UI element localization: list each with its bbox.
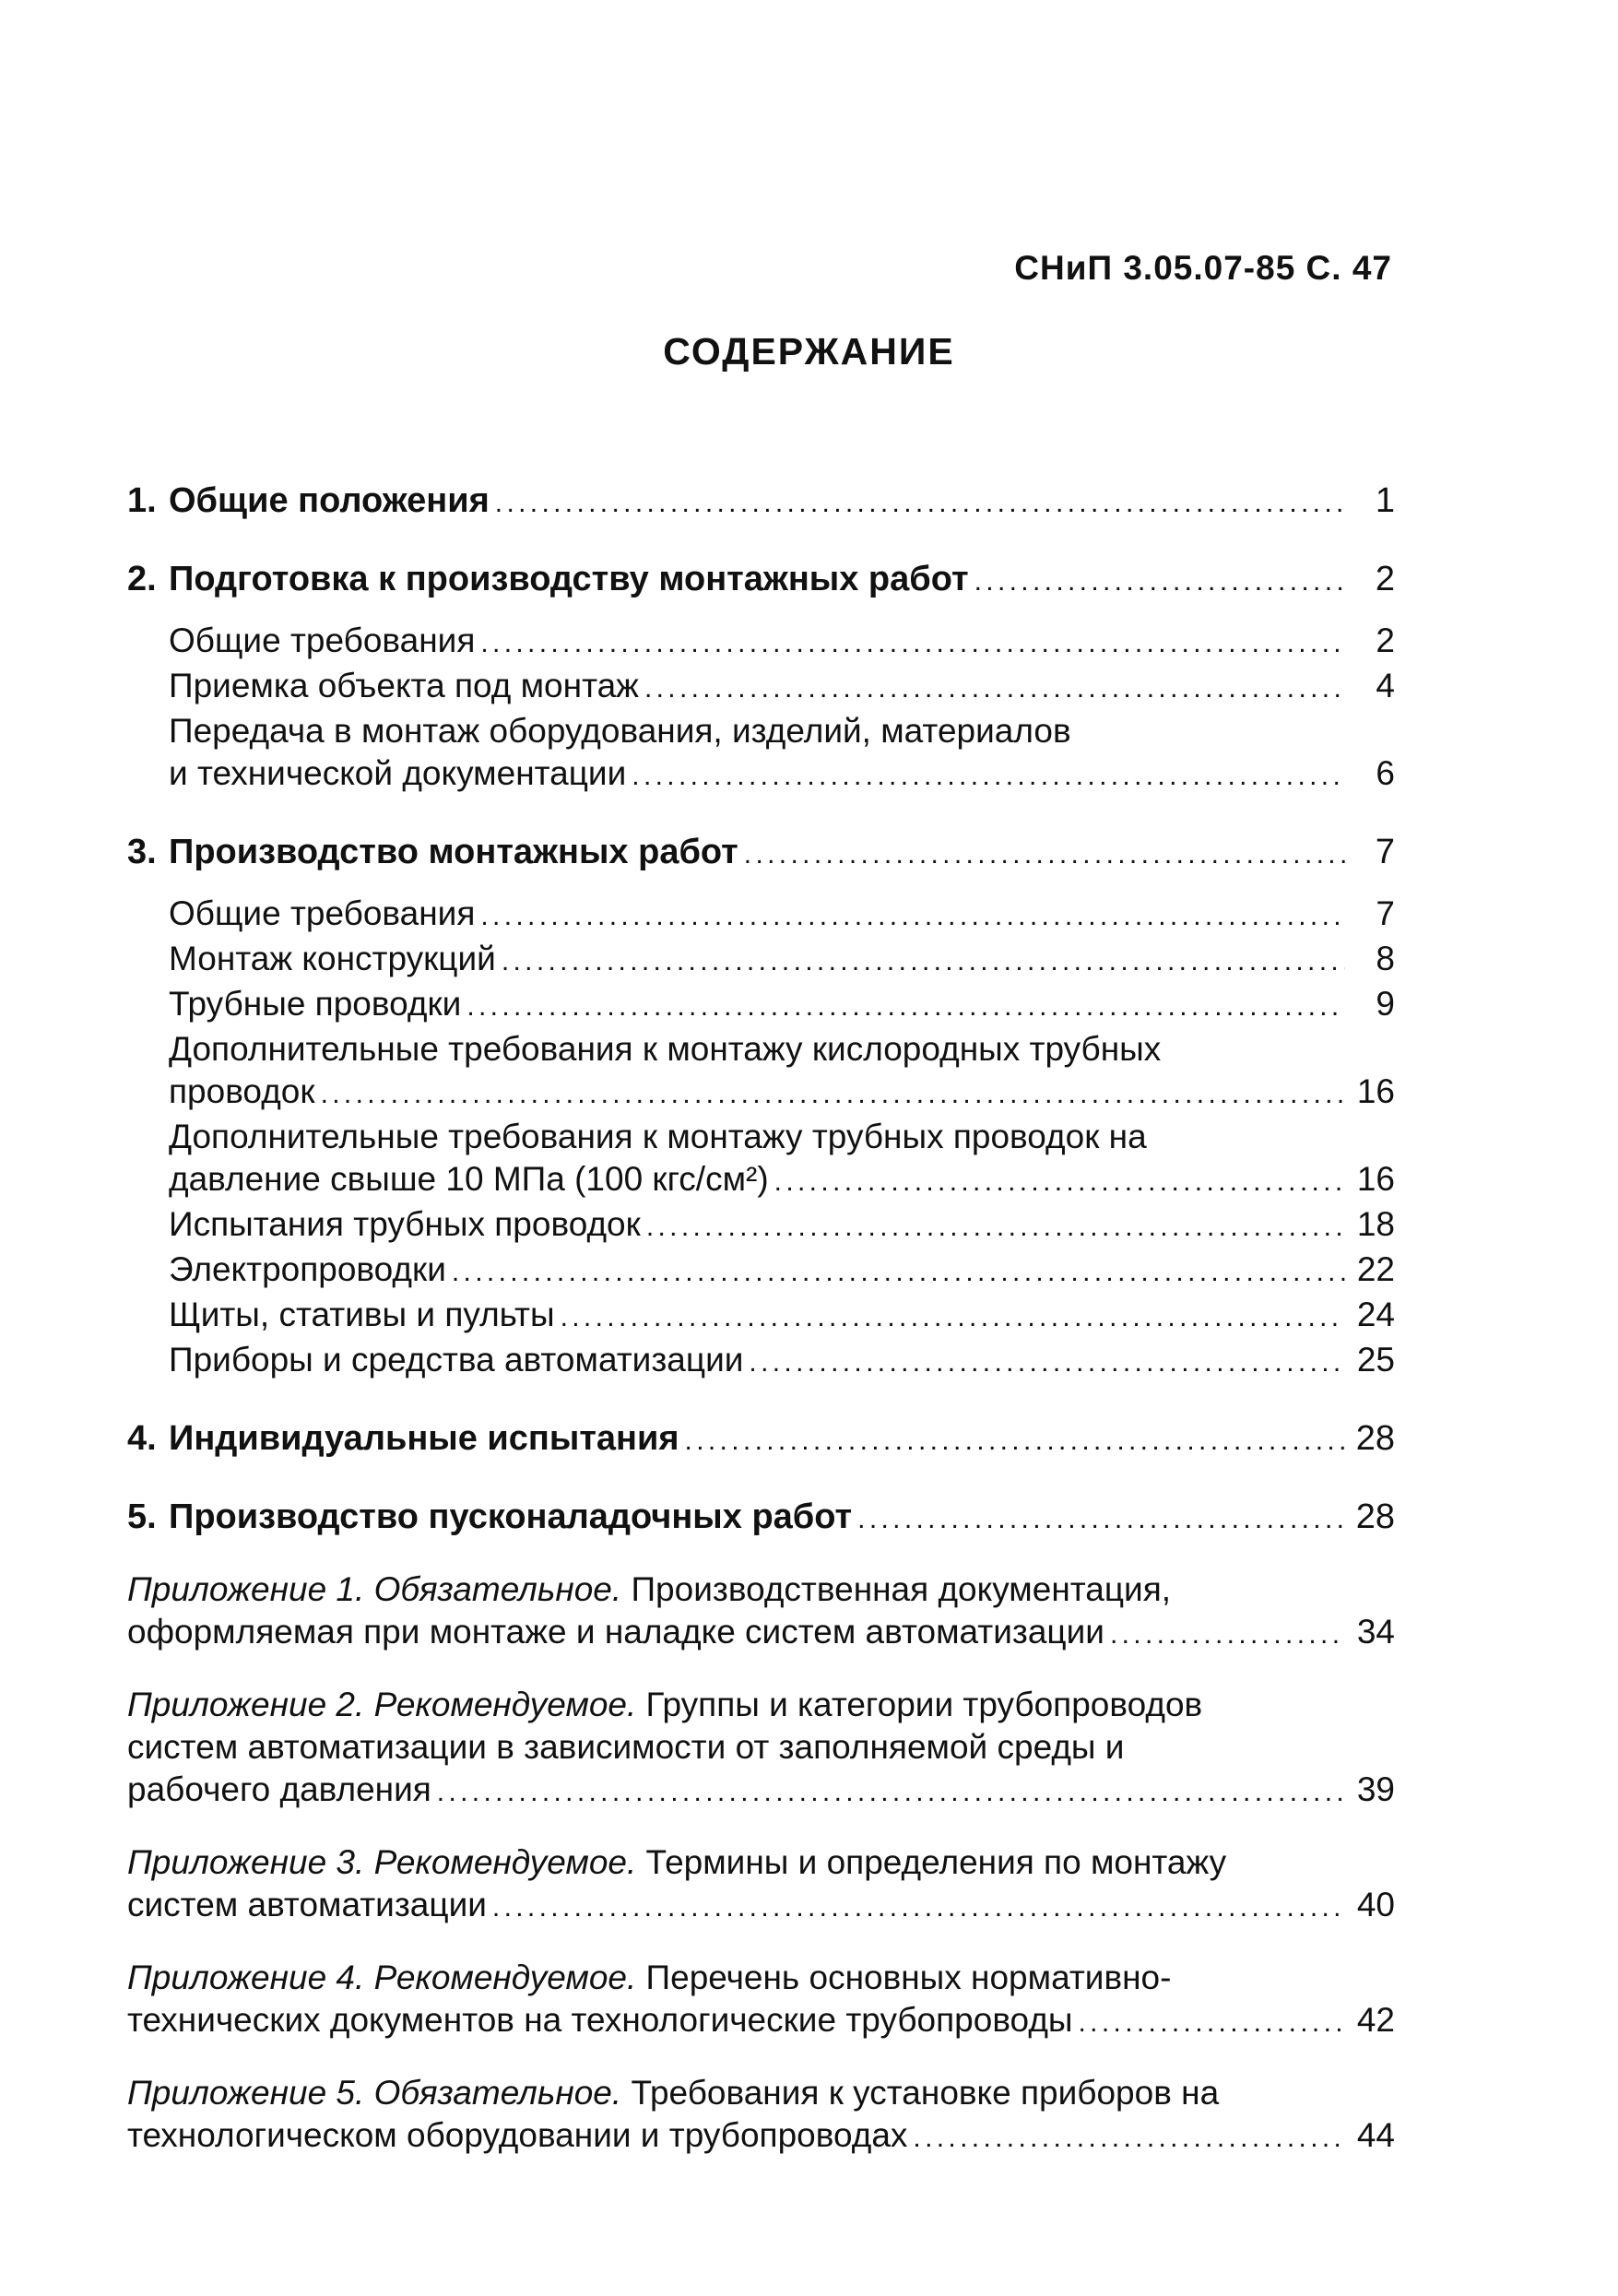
dot-leader xyxy=(749,1339,1345,1384)
toc-subentry[interactable] xyxy=(169,1158,1395,1203)
dot-leader xyxy=(561,1294,1345,1339)
appendix-title-line xyxy=(127,1957,1395,1999)
toc-entry[interactable] xyxy=(127,479,1395,525)
toc-section-1 xyxy=(127,479,1395,525)
toc-section-5 xyxy=(127,1496,1395,1541)
dot-leader xyxy=(774,1158,1345,1203)
toc-section-2 xyxy=(127,558,1395,798)
subsection-title: Приборы и средства автоматизации xyxy=(169,1341,744,1379)
toc-subentry[interactable] xyxy=(169,1071,1395,1116)
appendix-title-line: систем автоматизации в зависимости от заполняемой среды и xyxy=(127,1728,1125,1766)
page-number: 34 xyxy=(1356,1613,1395,1651)
section-title: Индивидуальные испытания xyxy=(169,1419,679,1458)
toc-entry[interactable] xyxy=(127,558,1395,603)
page-number: 9 xyxy=(1376,985,1395,1023)
subsection-title: Общие требования xyxy=(169,894,476,932)
subsection-title-line: Передача в монтаж оборудования, изделий, материалов xyxy=(169,712,1071,750)
toc-entry[interactable] xyxy=(127,831,1395,876)
page-number: 4 xyxy=(1376,667,1395,704)
appendix-title-text: Перечень основных нормативно- xyxy=(636,1959,1172,1996)
toc-subentry[interactable] xyxy=(169,893,1395,938)
dot-leader xyxy=(857,1496,1345,1541)
page-number: 1 xyxy=(1375,481,1395,520)
subsection-title: Монтаж конструкций xyxy=(169,940,496,977)
subsection-title: Электропроводки xyxy=(169,1250,446,1288)
page-number: 40 xyxy=(1356,1886,1395,1923)
dot-leader xyxy=(467,983,1345,1028)
page-number: 2 xyxy=(1376,621,1395,659)
toc-subentry[interactable] xyxy=(169,1203,1395,1249)
page-number: 39 xyxy=(1356,1770,1395,1808)
dot-leader xyxy=(1110,1611,1345,1656)
dot-leader xyxy=(502,938,1345,983)
dot-leader xyxy=(632,752,1345,798)
page-number: 16 xyxy=(1356,1072,1395,1110)
appendix-title-last: технических документов на технологические трубопроводы xyxy=(127,2001,1073,2039)
toc-subentry[interactable] xyxy=(169,665,1395,710)
appendix-title-text: Требования к установке приборов на xyxy=(621,2074,1220,2112)
page-number: 6 xyxy=(1376,754,1395,792)
toc-entry[interactable] xyxy=(127,1417,1395,1462)
appendix-label: Приложение 5. Обязательное. xyxy=(127,2074,622,2112)
appendix-title-text: Термины и определения по монтажу xyxy=(636,1843,1227,1881)
appendix-title-line xyxy=(127,1841,1395,1884)
toc-entry[interactable] xyxy=(127,1496,1395,1541)
running-header: СНиП 3.05.07-85 С. 47 xyxy=(1014,249,1392,287)
subsection-title: Общие требования xyxy=(169,621,476,659)
toc-subentry[interactable] xyxy=(169,752,1395,798)
appendix-title-last: рабочего давления xyxy=(127,1770,431,1808)
page-number: 28 xyxy=(1355,1497,1395,1536)
toc-subentry[interactable] xyxy=(169,620,1395,665)
subsection-list xyxy=(127,893,1395,1384)
appendix-label: Приложение 3. Рекомендуемое. xyxy=(127,1843,637,1881)
appendix-title-line xyxy=(127,1568,1395,1611)
dot-leader xyxy=(744,831,1345,876)
page-number: 7 xyxy=(1376,894,1395,932)
subsection-title: Испытания трубных проводок xyxy=(169,1205,641,1243)
dot-leader xyxy=(685,1417,1345,1462)
section-number: 2. xyxy=(127,560,157,598)
appendix-label: Приложение 2. Рекомендуемое. xyxy=(127,1686,637,1723)
toc-section-4 xyxy=(127,1417,1395,1462)
toc-subentry[interactable] xyxy=(169,1339,1395,1384)
subsection-title: проводок xyxy=(169,1072,315,1110)
toc-subentry[interactable] xyxy=(169,1294,1395,1339)
subsection-title: и технической документации xyxy=(169,754,627,792)
page-number: 24 xyxy=(1356,1296,1395,1333)
toc-entry[interactable] xyxy=(127,1999,1395,2044)
dot-leader xyxy=(646,1203,1345,1249)
section-title: Общие положения xyxy=(169,481,490,520)
table-of-contents xyxy=(127,479,1395,2160)
appendix-5 xyxy=(127,2072,1395,2160)
appendix-title-line xyxy=(127,1684,1395,1726)
toc-subentry[interactable] xyxy=(169,983,1395,1028)
dot-leader xyxy=(480,620,1345,665)
dot-leader xyxy=(1079,1999,1345,2044)
page-number: 44 xyxy=(1356,2116,1395,2154)
subsection-title-line: Дополнительные требования к монтажу кислородных трубных xyxy=(169,1030,1162,1068)
dot-leader xyxy=(321,1071,1345,1116)
appendix-label: Приложение 1. Обязательное. xyxy=(127,1570,622,1608)
appendix-label: Приложение 4. Рекомендуемое. xyxy=(127,1959,637,1996)
dot-leader xyxy=(492,1884,1345,1929)
appendix-title-line xyxy=(127,2072,1395,2114)
page-number: 25 xyxy=(1356,1341,1395,1379)
section-number: 3. xyxy=(127,833,157,871)
page-number: 28 xyxy=(1355,1419,1395,1458)
section-number: 4. xyxy=(127,1419,157,1458)
page-number: 8 xyxy=(1376,940,1395,977)
section-number: 5. xyxy=(127,1497,157,1536)
toc-subentry[interactable] xyxy=(169,938,1395,983)
subsection-title: Щиты, стативы и пульты xyxy=(169,1296,555,1333)
page-number: 22 xyxy=(1356,1250,1395,1288)
dot-leader xyxy=(495,479,1345,525)
page-number: 42 xyxy=(1356,2001,1395,2039)
subsection-title: Приемка объекта под монтаж xyxy=(169,667,639,704)
section-title: Подготовка к производству монтажных работ xyxy=(169,560,969,598)
toc-entry[interactable] xyxy=(127,1769,1395,1814)
appendix-title-text: Производственная документация, xyxy=(621,1570,1172,1608)
section-title: Производство монтажных работ xyxy=(169,833,738,871)
dot-leader xyxy=(644,665,1345,710)
dot-leader xyxy=(437,1769,1345,1814)
dot-leader xyxy=(480,893,1345,938)
toc-subentry[interactable] xyxy=(169,1249,1395,1294)
toc-entry[interactable] xyxy=(127,2114,1395,2160)
page-number: 18 xyxy=(1356,1205,1395,1243)
appendix-title-text: Группы и категории трубопроводов xyxy=(636,1686,1203,1723)
appendix-3 xyxy=(127,1841,1395,1929)
subsection-title: давление свыше 10 МПа (100 кгс/см²) xyxy=(169,1160,769,1198)
subsection-title: Трубные проводки xyxy=(169,985,462,1023)
toc-entry[interactable] xyxy=(127,1611,1395,1656)
appendix-title-last: систем автоматизации xyxy=(127,1886,487,1923)
page-number: 2 xyxy=(1375,560,1395,598)
section-number: 1. xyxy=(127,481,157,520)
subsection-title-line: Дополнительные требования к монтажу трубных проводок на xyxy=(169,1118,1147,1155)
toc-entry[interactable] xyxy=(127,1884,1395,1929)
page-number: 7 xyxy=(1375,833,1395,871)
appendix-4 xyxy=(127,1957,1395,2044)
dot-leader xyxy=(452,1249,1345,1294)
appendix-title-last: оформляемая при монтаже и наладке систем автоматизации xyxy=(127,1613,1104,1651)
section-title: Производство пусконаладочных работ xyxy=(169,1497,853,1536)
appendix-title-last: технологическом оборудовании и трубопроводах xyxy=(127,2116,908,2154)
toc-title: СОДЕРЖАНИЕ xyxy=(663,330,955,373)
appendix-2 xyxy=(127,1684,1395,1814)
page-number: 16 xyxy=(1356,1160,1395,1198)
dot-leader xyxy=(913,2114,1345,2160)
subsection-list xyxy=(127,620,1395,798)
appendix-1 xyxy=(127,1568,1395,1656)
toc-section-3 xyxy=(127,831,1395,1384)
dot-leader xyxy=(974,558,1345,603)
